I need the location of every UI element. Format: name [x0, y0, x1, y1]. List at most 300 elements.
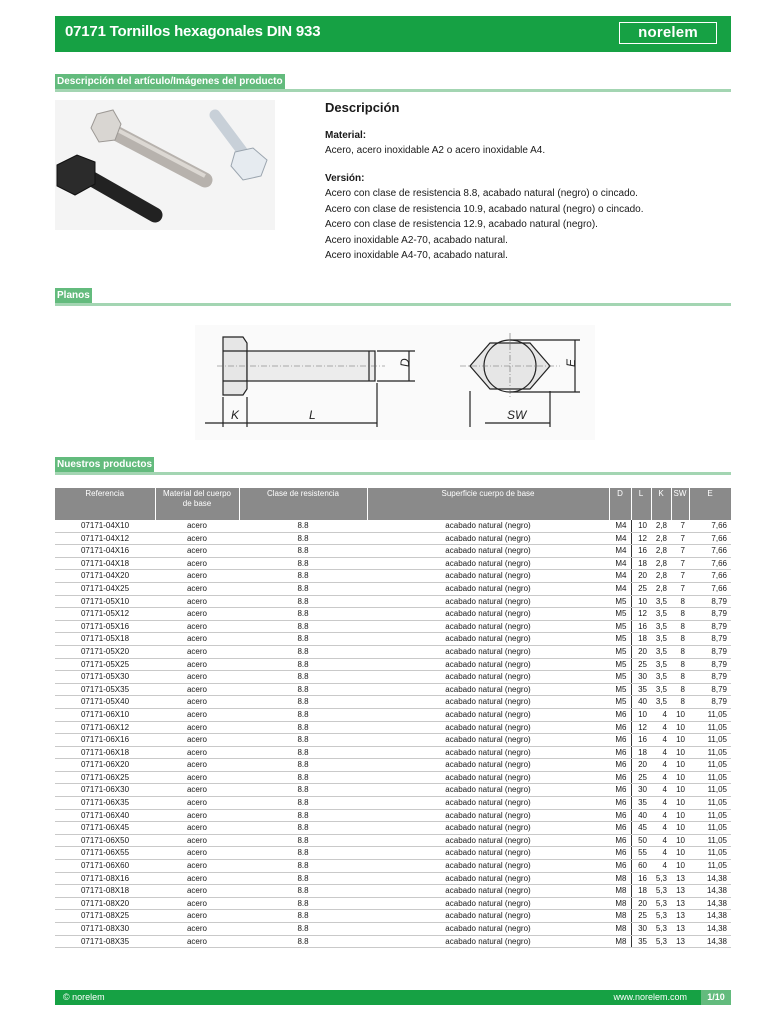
table-cell: 11,05: [689, 822, 731, 835]
table-cell: 8.8: [239, 834, 367, 847]
table-cell: 14,38: [689, 910, 731, 923]
table-cell: 13: [671, 910, 689, 923]
table-cell: 8.8: [239, 645, 367, 658]
table-cell: 07171-05X20: [55, 645, 155, 658]
table-cell: M5: [609, 683, 631, 696]
table-cell: acabado natural (negro): [367, 885, 609, 898]
table-cell: acabado natural (negro): [367, 545, 609, 558]
table-cell: 50: [631, 834, 651, 847]
table-cell: M8: [609, 935, 631, 948]
table-cell: 11,05: [689, 797, 731, 810]
table-cell: M4: [609, 532, 631, 545]
table-cell: M8: [609, 872, 631, 885]
table-cell: 8: [671, 595, 689, 608]
table-cell: 3,5: [651, 658, 671, 671]
table-cell: 5,3: [651, 872, 671, 885]
table-cell: acabado natural (negro): [367, 910, 609, 923]
table-cell: M8: [609, 923, 631, 936]
table-cell: 07171-06X50: [55, 834, 155, 847]
table-cell: 30: [631, 784, 651, 797]
table-cell: M5: [609, 620, 631, 633]
table-cell: 20: [631, 759, 651, 772]
table-cell: acabado natural (negro): [367, 683, 609, 696]
table-cell: 55: [631, 847, 651, 860]
table-cell: 07171-06X25: [55, 771, 155, 784]
table-cell: 07171-06X60: [55, 860, 155, 873]
table-cell: acero: [155, 923, 239, 936]
table-cell: M5: [609, 608, 631, 621]
table-cell: 8,79: [689, 671, 731, 684]
table-cell: M5: [609, 671, 631, 684]
products-table-body: [55, 520, 731, 948]
col-header: Material del cuerpo de base: [155, 488, 239, 520]
table-cell: acero: [155, 834, 239, 847]
table-cell: acero: [155, 847, 239, 860]
table-cell: 8.8: [239, 746, 367, 759]
table-cell: 8.8: [239, 696, 367, 709]
table-cell: 07171-06X40: [55, 809, 155, 822]
table-cell: 2,8: [651, 545, 671, 558]
table-cell: 3,5: [651, 633, 671, 646]
table-cell: M4: [609, 520, 631, 532]
table-row: [55, 797, 731, 810]
table-cell: 07171-06X55: [55, 847, 155, 860]
table-cell: 25: [631, 910, 651, 923]
table-cell: 8.8: [239, 520, 367, 532]
table-cell: 2,8: [651, 570, 671, 583]
table-cell: 8,79: [689, 633, 731, 646]
table-cell: 16: [631, 872, 651, 885]
table-cell: acabado natural (negro): [367, 520, 609, 532]
table-header-row: [55, 488, 731, 520]
table-cell: 8,79: [689, 620, 731, 633]
table-cell: 8.8: [239, 708, 367, 721]
section-rule: [55, 472, 731, 475]
table-cell: 8,79: [689, 683, 731, 696]
table-cell: 7: [671, 520, 689, 532]
table-cell: 2,8: [651, 532, 671, 545]
table-cell: M6: [609, 746, 631, 759]
table-cell: acabado natural (negro): [367, 608, 609, 621]
table-cell: 18: [631, 885, 651, 898]
table-row: [55, 834, 731, 847]
section-label: Descripción del artículo/Imágenes del producto: [55, 74, 285, 90]
table-cell: acabado natural (negro): [367, 645, 609, 658]
table-cell: 07171-08X25: [55, 910, 155, 923]
table-cell: 11,05: [689, 759, 731, 772]
version-line: Acero con clase de resistencia 12.9, acabado natural (negro).: [325, 219, 598, 230]
table-cell: 45: [631, 822, 651, 835]
table-row: [55, 860, 731, 873]
table-cell: 11,05: [689, 847, 731, 860]
table-cell: acero: [155, 708, 239, 721]
table-cell: 14,38: [689, 935, 731, 948]
table-cell: 8.8: [239, 608, 367, 621]
table-cell: 8.8: [239, 633, 367, 646]
table-row: [55, 910, 731, 923]
table-cell: 10: [671, 734, 689, 747]
table-cell: 3,5: [651, 620, 671, 633]
table-cell: 10: [671, 784, 689, 797]
table-cell: acabado natural (negro): [367, 872, 609, 885]
table-cell: 2,8: [651, 520, 671, 532]
dim-label-d: D: [398, 358, 412, 367]
section-products: [55, 457, 731, 475]
table-cell: 35: [631, 797, 651, 810]
table-cell: acero: [155, 545, 239, 558]
table-cell: 8.8: [239, 809, 367, 822]
table-cell: M5: [609, 595, 631, 608]
table-cell: 18: [631, 746, 651, 759]
table-cell: 10: [671, 860, 689, 873]
table-cell: 8.8: [239, 771, 367, 784]
table-cell: 35: [631, 683, 651, 696]
table-cell: acero: [155, 734, 239, 747]
table-cell: acero: [155, 532, 239, 545]
table-cell: 14,38: [689, 923, 731, 936]
version-line: Acero inoxidable A2-70, acabado natural.: [325, 234, 508, 246]
table-cell: acero: [155, 557, 239, 570]
table-cell: 8.8: [239, 935, 367, 948]
table-cell: 8.8: [239, 897, 367, 910]
table-row: [55, 872, 731, 885]
table-cell: 20: [631, 570, 651, 583]
table-cell: 25: [631, 771, 651, 784]
table-cell: 8: [671, 671, 689, 684]
table-cell: acero: [155, 771, 239, 784]
table-cell: 4: [651, 759, 671, 772]
product-photo: [55, 100, 275, 230]
norelem-logo: [619, 22, 717, 44]
description-block: [325, 100, 731, 264]
table-cell: 35: [631, 935, 651, 948]
version-line: Acero con clase de resistencia 8.8, acabado natural (negro) o cincado.: [325, 188, 638, 199]
table-cell: 10: [671, 809, 689, 822]
table-cell: 8.8: [239, 671, 367, 684]
table-row: [55, 897, 731, 910]
table-cell: acabado natural (negro): [367, 671, 609, 684]
table-cell: 8,79: [689, 696, 731, 709]
table-cell: 16: [631, 545, 651, 558]
table-cell: 10: [671, 834, 689, 847]
table-row: [55, 784, 731, 797]
table-cell: acero: [155, 809, 239, 822]
table-cell: 8.8: [239, 910, 367, 923]
table-cell: acero: [155, 746, 239, 759]
table-cell: 4: [651, 771, 671, 784]
table-cell: 8.8: [239, 885, 367, 898]
table-cell: 12: [631, 532, 651, 545]
table-cell: acero: [155, 520, 239, 532]
table-cell: acabado natural (negro): [367, 557, 609, 570]
table-cell: 07171-05X18: [55, 633, 155, 646]
table-cell: 14,38: [689, 897, 731, 910]
table-cell: acero: [155, 570, 239, 583]
table-cell: 8.8: [239, 658, 367, 671]
table-row: [55, 608, 731, 621]
table-cell: M5: [609, 645, 631, 658]
table-row: [55, 557, 731, 570]
table-cell: acabado natural (negro): [367, 860, 609, 873]
table-cell: M8: [609, 910, 631, 923]
table-cell: 10: [671, 822, 689, 835]
table-cell: 3,5: [651, 696, 671, 709]
table-cell: 4: [651, 809, 671, 822]
table-cell: 07171-05X30: [55, 671, 155, 684]
table-cell: 10: [631, 595, 651, 608]
table-row: [55, 935, 731, 948]
table-cell: 11,05: [689, 809, 731, 822]
table-cell: 8.8: [239, 734, 367, 747]
table-cell: 11,05: [689, 784, 731, 797]
table-row: [55, 721, 731, 734]
table-cell: 07171-05X25: [55, 658, 155, 671]
section-label: Nuestros productos: [55, 457, 154, 473]
table-cell: M5: [609, 658, 631, 671]
table-cell: acabado natural (negro): [367, 935, 609, 948]
table-cell: 8: [671, 633, 689, 646]
table-cell: acero: [155, 872, 239, 885]
page-number: 1/10: [701, 990, 731, 1005]
table-cell: M6: [609, 721, 631, 734]
dim-label-sw: SW: [507, 408, 527, 422]
table-cell: 20: [631, 897, 651, 910]
col-header: E: [689, 488, 731, 520]
table-cell: 18: [631, 633, 651, 646]
table-cell: 07171-06X12: [55, 721, 155, 734]
col-header: D: [609, 488, 631, 520]
table-cell: 12: [631, 608, 651, 621]
table-cell: 10: [631, 708, 651, 721]
table-cell: 07171-04X18: [55, 557, 155, 570]
table-cell: 8.8: [239, 923, 367, 936]
table-cell: 25: [631, 658, 651, 671]
table-row: [55, 771, 731, 784]
col-header: K: [651, 488, 671, 520]
table-cell: acero: [155, 608, 239, 621]
description-heading: Descripción: [325, 100, 400, 115]
material-label: Material:: [325, 129, 367, 141]
table-cell: 13: [671, 872, 689, 885]
table-row: [55, 746, 731, 759]
table-cell: 07171-06X16: [55, 734, 155, 747]
table-cell: 40: [631, 809, 651, 822]
table-row: [55, 759, 731, 772]
table-cell: 07171-06X30: [55, 784, 155, 797]
table-cell: acabado natural (negro): [367, 620, 609, 633]
table-cell: M6: [609, 784, 631, 797]
col-header: Referencia: [55, 488, 155, 520]
table-cell: 8,79: [689, 658, 731, 671]
table-cell: M4: [609, 557, 631, 570]
table-cell: acero: [155, 759, 239, 772]
table-cell: 8.8: [239, 721, 367, 734]
table-cell: M6: [609, 734, 631, 747]
table-cell: 13: [671, 935, 689, 948]
table-cell: 13: [671, 885, 689, 898]
table-cell: 8: [671, 620, 689, 633]
table-cell: 8: [671, 658, 689, 671]
table-cell: 25: [631, 582, 651, 595]
table-cell: 07171-05X16: [55, 620, 155, 633]
table-cell: M6: [609, 708, 631, 721]
table-cell: 8.8: [239, 872, 367, 885]
table-cell: 30: [631, 923, 651, 936]
table-cell: 07171-04X20: [55, 570, 155, 583]
table-row: [55, 520, 731, 532]
table-row: [55, 658, 731, 671]
table-cell: M4: [609, 545, 631, 558]
section-label: Planos: [55, 288, 92, 304]
table-cell: 30: [631, 671, 651, 684]
table-row: [55, 633, 731, 646]
section-description-images: [55, 74, 731, 92]
table-cell: M8: [609, 897, 631, 910]
table-cell: 18: [631, 557, 651, 570]
table-cell: 07171-05X10: [55, 595, 155, 608]
table-row: [55, 671, 731, 684]
table-cell: acabado natural (negro): [367, 570, 609, 583]
col-header: L: [631, 488, 651, 520]
material-text: Acero, acero inoxidable A2 o acero inoxidable A4.: [325, 145, 546, 156]
table-cell: 07171-08X16: [55, 872, 155, 885]
table-cell: 7: [671, 582, 689, 595]
table-cell: acabado natural (negro): [367, 834, 609, 847]
table-cell: 7,66: [689, 545, 731, 558]
table-row: [55, 570, 731, 583]
table-cell: acero: [155, 910, 239, 923]
table-cell: 8,79: [689, 595, 731, 608]
table-cell: 07171-06X35: [55, 797, 155, 810]
table-cell: 7,66: [689, 557, 731, 570]
table-cell: 8.8: [239, 683, 367, 696]
footer-copyright: © norelem: [63, 992, 105, 1002]
table-cell: 4: [651, 797, 671, 810]
section-rule: [55, 89, 731, 92]
table-cell: 8.8: [239, 532, 367, 545]
table-cell: M6: [609, 860, 631, 873]
table-cell: acero: [155, 797, 239, 810]
table-cell: 07171-08X20: [55, 897, 155, 910]
table-cell: acero: [155, 671, 239, 684]
table-cell: M5: [609, 633, 631, 646]
logo-text: norelem: [638, 24, 698, 41]
table-cell: 20: [631, 645, 651, 658]
table-cell: 7,66: [689, 570, 731, 583]
table-cell: 8.8: [239, 620, 367, 633]
table-row: [55, 847, 731, 860]
table-cell: acabado natural (negro): [367, 771, 609, 784]
col-header: Clase de resistencia: [239, 488, 367, 520]
table-cell: acabado natural (negro): [367, 658, 609, 671]
version-line: Acero inoxidable A4-70, acabado natural.: [325, 250, 508, 261]
table-row: [55, 595, 731, 608]
section-rule: [55, 303, 731, 306]
table-row: [55, 809, 731, 822]
table-cell: acabado natural (negro): [367, 708, 609, 721]
table-cell: acabado natural (negro): [367, 847, 609, 860]
table-cell: 10: [671, 847, 689, 860]
table-row: [55, 822, 731, 835]
technical-drawing: [195, 325, 595, 440]
table-cell: 07171-06X20: [55, 759, 155, 772]
table-cell: acabado natural (negro): [367, 696, 609, 709]
table-cell: 07171-04X10: [55, 520, 155, 532]
table-row: [55, 734, 731, 747]
table-cell: 8.8: [239, 582, 367, 595]
table-cell: M4: [609, 570, 631, 583]
table-cell: acabado natural (negro): [367, 923, 609, 936]
table-cell: 3,5: [651, 683, 671, 696]
table-cell: 8: [671, 645, 689, 658]
table-cell: 4: [651, 847, 671, 860]
table-cell: acabado natural (negro): [367, 721, 609, 734]
table-cell: 4: [651, 784, 671, 797]
table-cell: acero: [155, 620, 239, 633]
table-cell: 8.8: [239, 847, 367, 860]
version-label: Versión:: [325, 172, 365, 184]
table-cell: 3,5: [651, 645, 671, 658]
table-cell: 7: [671, 557, 689, 570]
table-cell: 5,3: [651, 885, 671, 898]
table-cell: 10: [671, 759, 689, 772]
table-cell: M6: [609, 759, 631, 772]
footer-website-link[interactable]: www.norelem.com: [613, 992, 687, 1002]
table-cell: 07171-04X25: [55, 582, 155, 595]
table-cell: acabado natural (negro): [367, 633, 609, 646]
table-cell: acabado natural (negro): [367, 582, 609, 595]
table-cell: acero: [155, 822, 239, 835]
table-cell: acero: [155, 784, 239, 797]
table-cell: 14,38: [689, 872, 731, 885]
table-cell: 10: [671, 721, 689, 734]
dim-label-l: L: [309, 408, 316, 422]
table-cell: 11,05: [689, 860, 731, 873]
table-cell: M6: [609, 834, 631, 847]
table-cell: 07171-05X35: [55, 683, 155, 696]
col-header: SW: [671, 488, 689, 520]
page-footer: [55, 990, 731, 1005]
table-row: [55, 885, 731, 898]
table-cell: acero: [155, 860, 239, 873]
table-cell: acabado natural (negro): [367, 809, 609, 822]
table-cell: 10: [671, 797, 689, 810]
table-cell: acabado natural (negro): [367, 595, 609, 608]
table-cell: 10: [671, 708, 689, 721]
table-cell: 8.8: [239, 784, 367, 797]
table-cell: 5,3: [651, 935, 671, 948]
table-cell: 11,05: [689, 834, 731, 847]
table-cell: 11,05: [689, 746, 731, 759]
table-cell: 8.8: [239, 797, 367, 810]
table-cell: 7: [671, 570, 689, 583]
table-cell: acero: [155, 935, 239, 948]
table-row: [55, 708, 731, 721]
table-row: [55, 620, 731, 633]
table-cell: 07171-05X12: [55, 608, 155, 621]
table-cell: 7,66: [689, 532, 731, 545]
table-cell: 13: [671, 897, 689, 910]
table-cell: acero: [155, 645, 239, 658]
table-cell: 8: [671, 608, 689, 621]
page-title: 07171 Tornillos hexagonales DIN 933: [65, 23, 321, 40]
table-row: [55, 645, 731, 658]
table-cell: 10: [631, 520, 651, 532]
table-cell: acero: [155, 595, 239, 608]
table-row: [55, 696, 731, 709]
table-cell: 07171-05X40: [55, 696, 155, 709]
table-cell: 07171-08X30: [55, 923, 155, 936]
